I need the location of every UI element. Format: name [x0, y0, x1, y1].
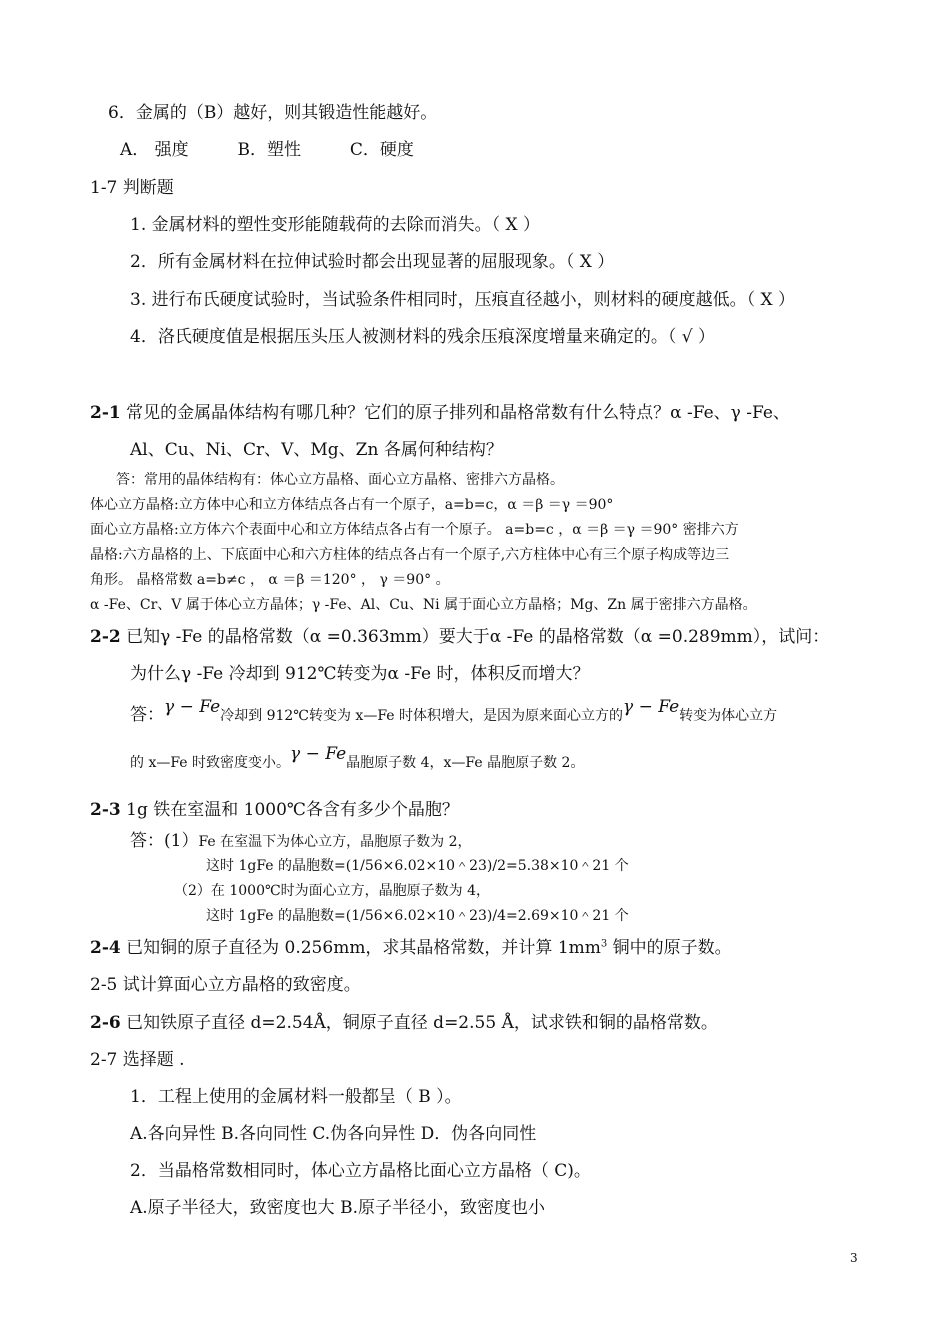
section-1-7-title: 1-7 判断题 — [90, 178, 174, 198]
question-2-6 — [90, 1008, 718, 1033]
question-text: 已知铜的原子直径为 0.256mm，求其晶格常数，并计算 1mm — [120, 938, 601, 958]
question-2-3 — [90, 795, 459, 820]
answer-2-3-line3: （2）在 1000℃时为面心立方，晶胞原子数为 4， — [174, 883, 491, 899]
question-text: 铜中的原子数。 — [607, 938, 732, 958]
answer-2-1-line3: 面心立方晶格:立方体六个表面中心和立方体结点各占有一个原子。 a=b=c ，α ＝β ＝γ ＝90° 密排六方 — [90, 522, 739, 538]
option-b: B．塑性 — [237, 140, 301, 160]
judge-item-1: 1. 金属材料的塑性变形能随载荷的去除而消失。（ X ） — [130, 215, 541, 235]
answer-2-3-line4: 这时 1gFe 的晶胞数=(1/56×6.02×10＾23)/4=2.69×10＾21 个 — [206, 908, 629, 924]
answer-label: 答： — [130, 705, 164, 725]
gamma-fe-formula: γ − Fe — [290, 744, 347, 764]
answer-2-2-line1 — [130, 697, 778, 725]
question-number: 2-3 — [90, 800, 121, 820]
question-number: 2-1 — [90, 403, 121, 423]
option-a: A． 强度 — [120, 140, 189, 160]
answer-label: 答：(1） — [130, 831, 199, 851]
judge-item-2: 2．所有金属材料在拉伸试验时都会出现显著的屈服现象。（ X ） — [130, 252, 615, 272]
question-2-2-line2: 为什么γ -Fe 冷却到 912℃转变为α -Fe 时，体积反而增大？ — [130, 664, 590, 684]
answer-text: 冷却到 912℃转变为 x—Fe 时体积增大，是因为原来面心立方的 — [220, 708, 624, 724]
answer-text: 转变为体心立方 — [679, 708, 778, 724]
question-text: 已知γ -Fe 的晶格常数（α =0.363mm）要大于α -Fe 的晶格常数（α =0.289mm），试问： — [120, 627, 830, 647]
gamma-fe-formula: γ − Fe — [623, 697, 680, 717]
question-2-1-line1 — [90, 398, 790, 423]
answer-2-1-line6: α -Fe、Cr、V 属于体心立方晶体；γ -Fe、Al、Cu、Ni 属于面心立方晶格；Mg、Zn 属于密排六方晶格。 — [90, 597, 757, 613]
question-number: 2-4 — [90, 938, 121, 958]
choice-question-2: 2．当晶格常数相同时，体心立方晶格比面心立方晶格（ C)。 — [130, 1161, 591, 1181]
question-text: 常见的金属晶体结构有哪几种？它们的原子排列和晶格常数有什么特点？α -Fe、γ -Fe、 — [120, 403, 790, 423]
gamma-fe-formula: γ − Fe — [164, 697, 221, 717]
choice-question-2-options: A.原子半径大，致密度也大 B.原子半径小，致密度也小 — [130, 1198, 545, 1218]
page-number: 3 — [850, 1251, 858, 1265]
judge-item-4: 4．洛氏硬度值是根据压头压人被测材料的残余压痕深度增量来确定的。（ √ ） — [130, 327, 715, 347]
answer-2-2-line2 — [130, 744, 585, 772]
judge-item-3: 3. 进行布氏硬度试验时，当试验条件相同时，压痕直径越小，则材料的硬度越低。（ X ） — [130, 290, 796, 310]
choice-question-1: 1．工程上使用的金属材料一般都呈（ B ）。 — [130, 1087, 462, 1107]
answer-2-1-line5: 角形。 晶格常数 a=b≠c ， α ＝β ＝120° ， γ ＝90° 。 — [90, 572, 450, 588]
question-2-4 — [90, 933, 732, 958]
section-2-7-title: 2-7 选择题 . — [90, 1050, 185, 1070]
question-number: 2-2 — [90, 627, 121, 647]
answer-text: 晶胞原子数 4，x—Fe 晶胞原子数 2。 — [346, 755, 585, 771]
question-2-2-line1 — [90, 622, 829, 647]
choice-question-1-options: A.各向异性 B.各向同性 C.伪各向异性 D．伪各向同性 — [130, 1124, 537, 1144]
question-6: 6．金属的（B）越好，则其锻造性能越好。 — [108, 103, 438, 123]
question-2-1-line2: Al、Cu、Ni、Cr、V、Mg、Zn 各属何种结构？ — [130, 440, 503, 460]
answer-2-1-line1: 答：常用的晶体结构有：体心立方晶格、面心立方晶格、密排六方晶格。 — [116, 472, 564, 488]
answer-text: 的 x—Fe 时致密度变小。 — [130, 755, 291, 771]
answer-2-1-line4: 晶格:六方晶格的上、下底面中心和六方柱体的结点各占有一个原子,六方柱体中心有三个原子构成等边三 — [90, 547, 730, 563]
answer-text: Fe 在室温下为体心立方，晶胞原子数为 2， — [198, 834, 472, 850]
question-number: 2-6 — [90, 1013, 121, 1033]
question-2-5: 2-5 试计算面心立方晶格的致密度。 — [90, 975, 361, 995]
answer-2-3-line2: 这时 1gFe 的晶胞数=(1/56×6.02×10＾23)/2=5.38×10＾21 个 — [206, 858, 629, 874]
option-c: C．硬度 — [349, 140, 414, 160]
answer-2-3-line1 — [130, 826, 472, 851]
superscript: 3 — [600, 938, 608, 950]
answer-2-1-line2: 体心立方晶格:立方体中心和立方体结点各占有一个原子，a=b=c，α ＝β ＝γ ＝90° — [90, 497, 614, 513]
question-text: 已知铁原子直径 d=2.54Å，铜原子直径 d=2.55 Å，试求铁和铜的晶格常数。 — [120, 1013, 718, 1033]
question-text: 1g 铁在室温和 1000℃各含有多少个晶胞？ — [120, 800, 459, 820]
question-6-options — [120, 135, 414, 160]
